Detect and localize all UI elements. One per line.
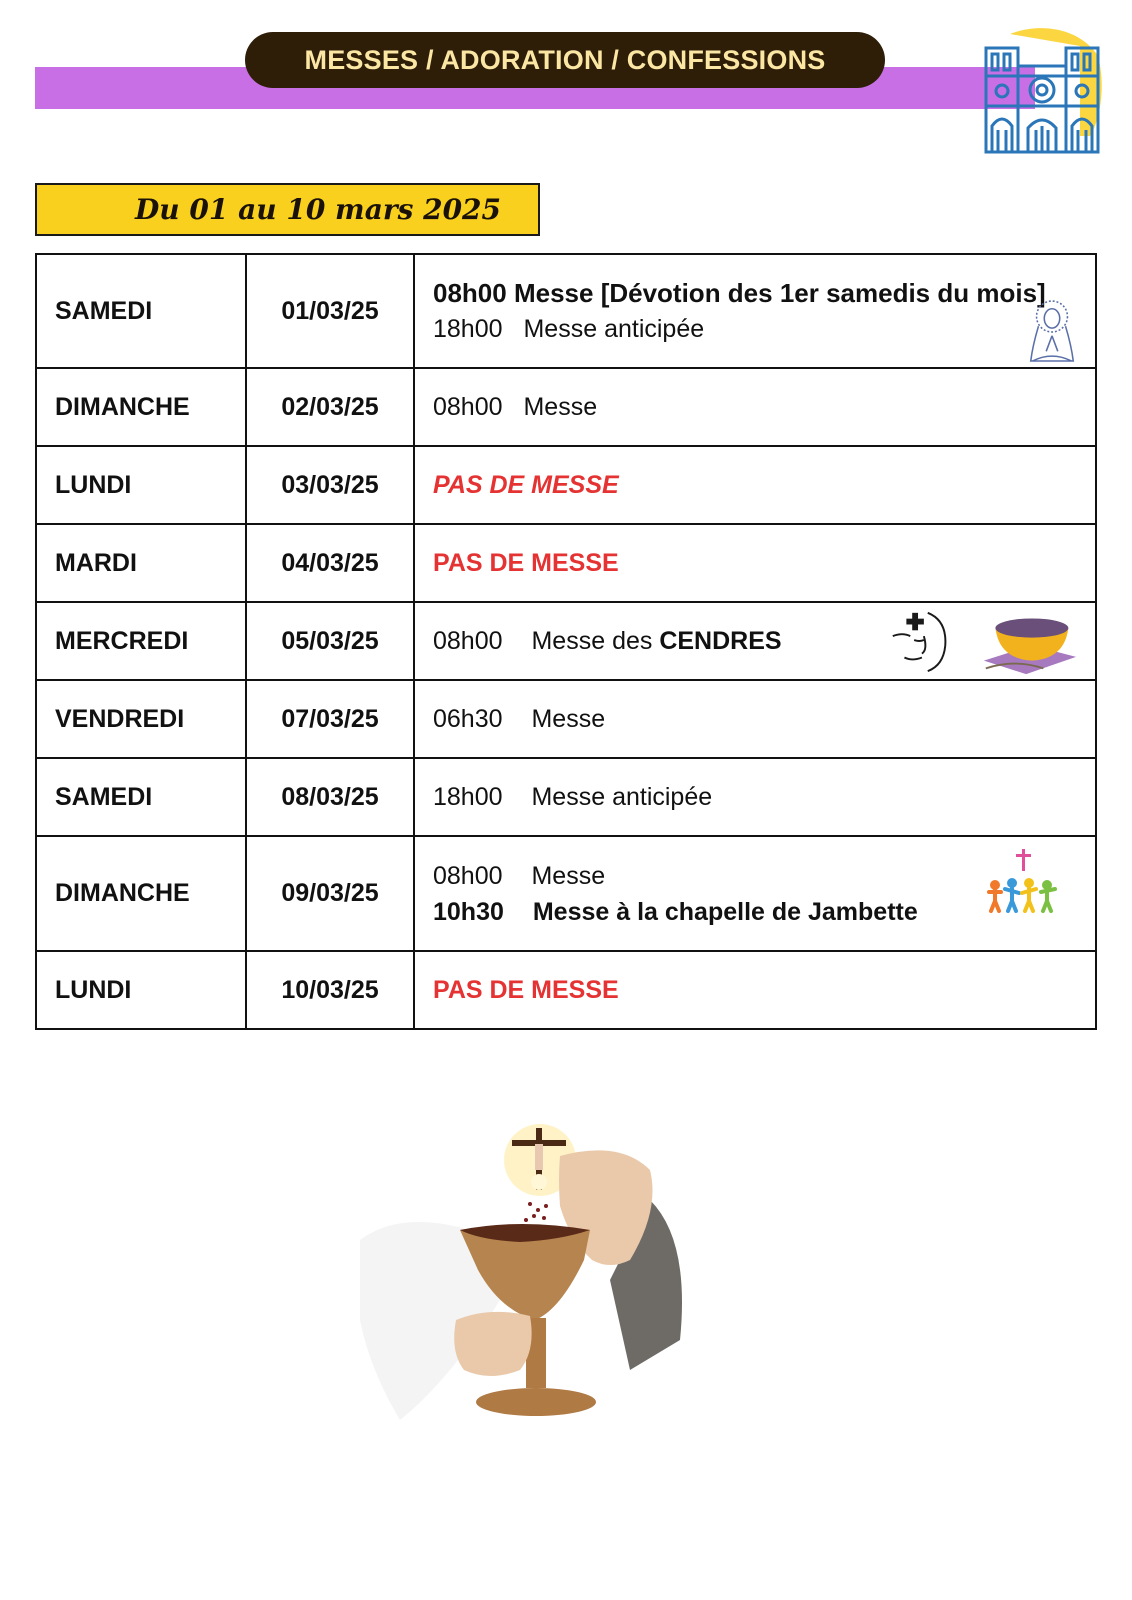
- status-no-mass: PAS DE MESSE: [433, 548, 619, 577]
- status-no-mass: PAS DE MESSE: [433, 470, 619, 499]
- page-title: [245, 32, 885, 88]
- table-row: [36, 836, 1096, 951]
- row-text: Messe: [523, 392, 598, 421]
- row-info: [414, 446, 1096, 524]
- row-time: 08h00: [433, 278, 507, 308]
- row-info: [414, 254, 1096, 368]
- cathedral-icon: [980, 26, 1105, 156]
- row-date: 02/03/25: [246, 368, 414, 446]
- row-date: 07/03/25: [246, 680, 414, 758]
- page-title-text: MESSES / ADORATION / CONFESSIONS: [304, 44, 826, 75]
- row-day: SAMEDI: [36, 758, 246, 836]
- row-date: 01/03/25: [246, 254, 414, 368]
- chalice-host-illustration: [360, 1120, 710, 1440]
- row-date: 10/03/25: [246, 951, 414, 1029]
- ash-bowl-icon: [975, 605, 1083, 677]
- row-text: Messe à la chapelle de Jambette: [532, 897, 918, 926]
- row-time: 06h30: [433, 704, 503, 733]
- table-row: [36, 951, 1096, 1029]
- row-info: [414, 680, 1096, 758]
- schedule-table: [35, 253, 1097, 1030]
- row-date: 09/03/25: [246, 836, 414, 951]
- row-time: 08h00: [433, 626, 503, 655]
- row-text: Messe [Dévotion des 1er samedis du mois]: [513, 278, 1046, 308]
- row-time: 08h00: [433, 392, 503, 421]
- row-day: DIMANCHE: [36, 836, 246, 951]
- row-time: 10h30: [433, 897, 504, 926]
- row-text: Messe anticipée: [531, 782, 713, 811]
- row-day: MERCREDI: [36, 602, 246, 680]
- row-info: [414, 951, 1096, 1029]
- row-info: [414, 836, 1096, 951]
- table-row: [36, 680, 1096, 758]
- period-label-box: [35, 183, 540, 236]
- row-time: 18h00: [433, 315, 503, 343]
- row-date: 08/03/25: [246, 758, 414, 836]
- row-text: Messe: [531, 704, 606, 733]
- row-date: 04/03/25: [246, 524, 414, 602]
- period-label: Du 01 au 10 mars 2025: [135, 193, 502, 226]
- status-no-mass: PAS DE MESSE: [433, 975, 619, 1004]
- virgin-mary-icon: [1023, 297, 1081, 365]
- row-day: SAMEDI: [36, 254, 246, 368]
- row-text-bold: CENDRES: [659, 626, 782, 655]
- row-day: DIMANCHE: [36, 368, 246, 446]
- row-text: Messe: [531, 861, 606, 890]
- table-row: [36, 446, 1096, 524]
- table-row: [36, 758, 1096, 836]
- row-time: 18h00: [433, 782, 503, 811]
- ash-cross-face-icon: [885, 606, 953, 676]
- table-row: [36, 254, 1096, 368]
- community-cross-icon: [985, 845, 1065, 915]
- row-day: VENDREDI: [36, 680, 246, 758]
- row-text: Messe des: [531, 626, 653, 655]
- row-info: [414, 524, 1096, 602]
- row-day: LUNDI: [36, 951, 246, 1029]
- row-info: [414, 758, 1096, 836]
- row-info: [414, 602, 1096, 680]
- row-info: [414, 368, 1096, 446]
- row-date: 05/03/25: [246, 602, 414, 680]
- table-row: [36, 524, 1096, 602]
- row-text: Messe anticipée: [523, 315, 705, 343]
- row-time: 08h00: [433, 861, 503, 890]
- table-row: [36, 602, 1096, 680]
- row-date: 03/03/25: [246, 446, 414, 524]
- row-day: LUNDI: [36, 446, 246, 524]
- table-row: [36, 368, 1096, 446]
- row-day: MARDI: [36, 524, 246, 602]
